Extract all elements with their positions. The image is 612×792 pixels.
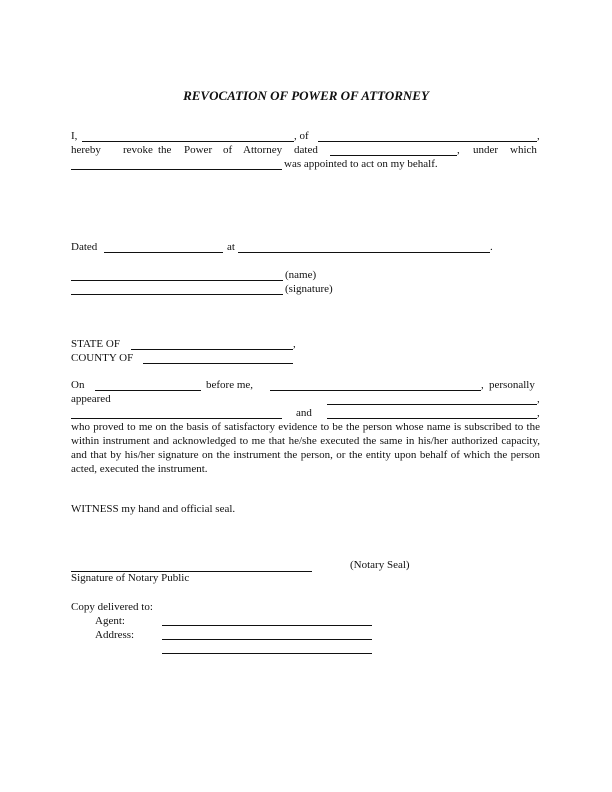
- name-label: (name): [285, 269, 317, 281]
- appeared-comma-1: ,: [537, 393, 540, 405]
- text-comma-2: ,: [457, 144, 460, 156]
- text-dated: dated: [294, 144, 318, 156]
- text-hereby: hereby: [71, 144, 101, 156]
- dated-period: .: [490, 241, 493, 253]
- name-blank[interactable]: [71, 280, 283, 281]
- personally-comma: ,: [481, 379, 484, 391]
- text-i: I,: [71, 130, 78, 142]
- agent-name-blank[interactable]: [71, 169, 282, 170]
- appeared-person-blank-2[interactable]: [71, 418, 282, 419]
- dated-blank[interactable]: [104, 252, 223, 253]
- notary-signature-label: Signature of Notary Public: [71, 572, 190, 584]
- address-label: Address:: [95, 629, 135, 641]
- copy-heading: Copy delivered to:: [71, 601, 153, 613]
- text-the: the: [158, 144, 172, 156]
- county-blank[interactable]: [143, 363, 293, 364]
- at-label: at: [227, 241, 235, 253]
- county-label: COUNTY OF: [71, 352, 134, 364]
- text-of-2: of: [223, 144, 233, 156]
- state-label: STATE OF: [71, 338, 120, 350]
- appeared-person-blank-1[interactable]: [327, 404, 537, 405]
- dated-label: Dated: [71, 241, 98, 253]
- copy-address-blank-1[interactable]: [162, 639, 372, 640]
- text-which: which: [510, 144, 537, 156]
- poa-date-blank[interactable]: [330, 155, 457, 156]
- text-revoke: revoke: [123, 144, 153, 156]
- text-attorney: Attorney: [243, 144, 283, 156]
- signature-label: (signature): [285, 283, 333, 295]
- principal-name-blank[interactable]: [82, 141, 294, 142]
- acknowledgment-paragraph: who proved to me on the basis of satisfactory evidence to be the person whose name is subscribed to the within instrument and acknowledged to me that he/she executed the same in his/her authorized capacity, and that by his/her signature on the instrument the person, or the entity upon behalf of which the person acted, executed the instrument.: [71, 421, 540, 475]
- appeared-label: appeared: [71, 393, 111, 405]
- notary-date-blank[interactable]: [95, 390, 201, 391]
- notary-name-blank[interactable]: [270, 390, 481, 391]
- text-of: , of: [294, 130, 309, 142]
- state-blank[interactable]: [131, 349, 293, 350]
- appointed-text: was appointed to act on my behalf.: [284, 158, 438, 170]
- copy-address-blank-2[interactable]: [162, 653, 372, 654]
- notary-seal-label: (Notary Seal): [350, 559, 410, 571]
- location-blank[interactable]: [238, 252, 490, 253]
- and-label: and: [296, 407, 312, 419]
- agent-label: Agent:: [95, 615, 125, 627]
- principal-address-blank[interactable]: [318, 141, 537, 142]
- copy-agent-blank[interactable]: [162, 625, 372, 626]
- on-label: On: [71, 379, 85, 391]
- appeared-person-blank-3[interactable]: [327, 418, 537, 419]
- before-me-label: before me,: [206, 379, 254, 391]
- personally-label: personally: [489, 379, 535, 391]
- text-under: under: [473, 144, 499, 156]
- witness-text: WITNESS my hand and official seal.: [71, 503, 236, 515]
- text-power: Power: [184, 144, 213, 156]
- document-title: REVOCATION OF POWER OF ATTORNEY: [183, 88, 429, 103]
- text-comma: ,: [537, 130, 540, 142]
- appeared-comma-2: ,: [537, 407, 540, 419]
- state-comma: ,: [293, 338, 296, 350]
- signature-blank[interactable]: [71, 294, 283, 295]
